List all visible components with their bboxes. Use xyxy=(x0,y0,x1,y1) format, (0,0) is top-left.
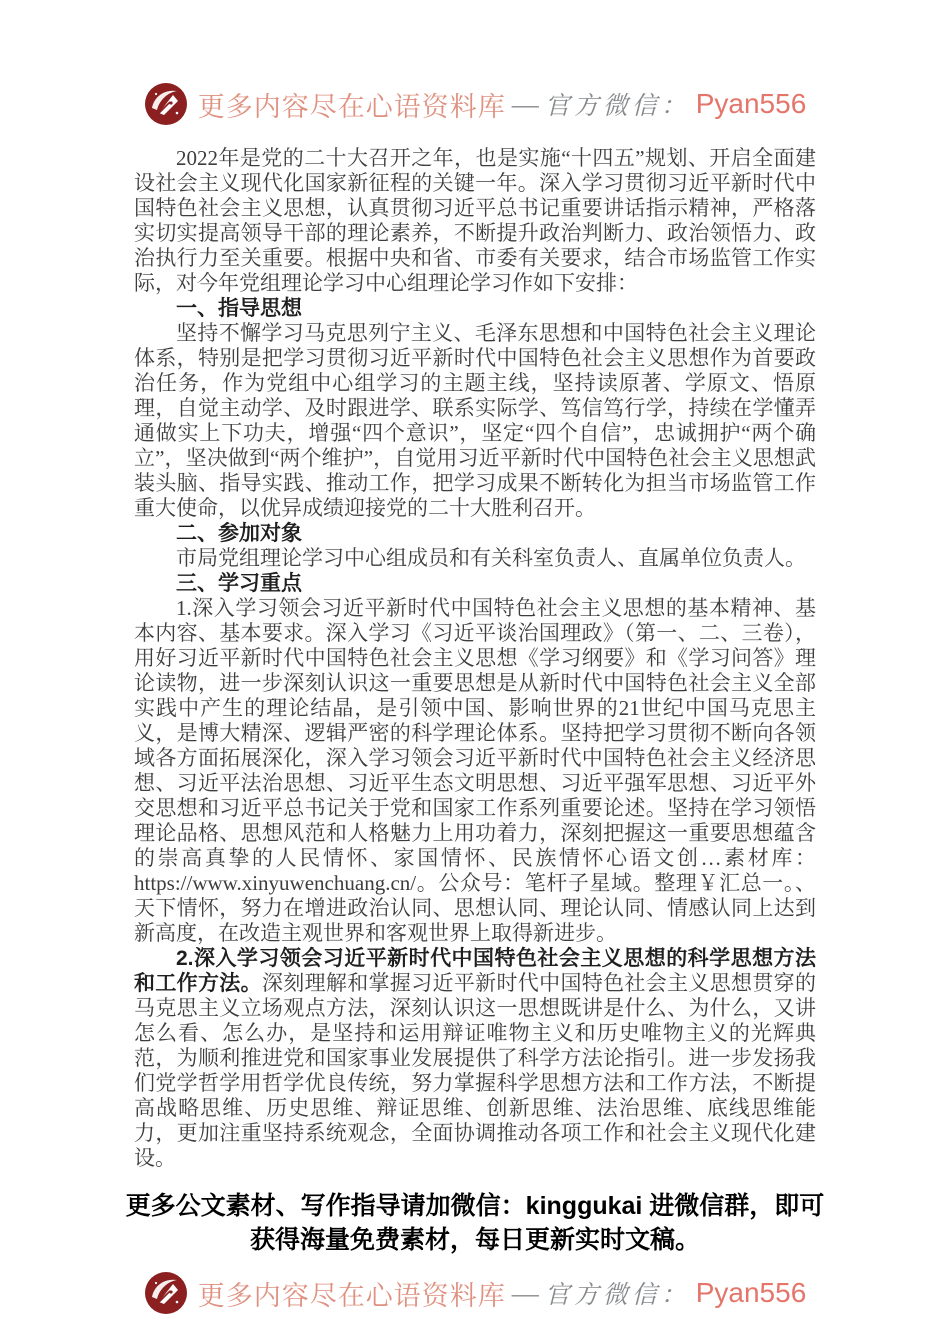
wechat-label: 官方微信： xyxy=(544,1280,690,1309)
intro-paragraph: 2022年是党的二十大召开之年，也是实施“十四五”规划、开启全面建设社会主义现代化国家新征程的关键一年。深入学习贯彻习近平新时代中国特色社会主义思想，认真贯彻习近平总书记重要讲话指示精神，严格落实切实提高领导干部的理论素养，不断提升政治判断力、政治领悟力、政治执行力至关重要。根据中央和省、市委有关要求，结合市场监管工作实际，对今年党组理论学习中心组理论学习作如下安排： xyxy=(134,146,816,295)
wechat-id: Pyan556 xyxy=(695,88,807,119)
section-3-item-2 xyxy=(134,946,816,1171)
pen-nib-badge-icon xyxy=(144,1271,188,1315)
wechat-label: 官方微信： xyxy=(544,91,690,120)
section-2-paragraph: 市局党组理论学习中心组成员和有关科室负责人、直属单位负责人。 xyxy=(176,546,806,570)
brand-text: 更多内容尽在心语资料库 xyxy=(197,1280,506,1311)
section-3-item-1: 1.深入学习领会习近平新时代中国特色社会主义思想的基本精神、基本内容、基本要求。深入学习《习近平谈治国理政》（第一、二、三卷），用好习近平新时代中国特色社会主义思想《学习纲要》和《学习问答》理论读物，进一步深刻认识这一重要思想是从新时代中国特色社会主义全部实践中产生的理论结晶，是引领中国、影响世界的21世纪中国马克思主义，是博大精深、逻辑严密的科学理论体系。坚持把学习贯彻不断向各领域各方面拓展深化，深入学习领会习近平新时代中国特色社会主义经济思想、习近平法治思想、习近平生态文明思想、习近平强军思想、习近平外交思想和习近平总书记关于党和国家工作系列重要论述。坚持在学习领悟理论品格、思想风范和人格魅力上用功着力，深刻把握这一重要思想蕴含的崇高真挚的人民情怀、家国情怀、民族情怀心语文创…素材库：https://www.xinyuwenchuang.cn/。公众号：笔杆子星域。整理￥汇总一。、天下情怀，努力在增进政治认同、思想认同、理论认同、情感认同上达到新高度，在改造主观世界和客观世界上取得新进步。 xyxy=(134,596,816,945)
wechat-id: Pyan556 xyxy=(695,1277,807,1308)
item-2-rest: 深刻理解和掌握习近平新时代中国特色社会主义思想贯穿的马克思主义立场观点方法，深刻认识这一思想既讲是什么、为什么，又讲怎么看、怎么办，是坚持和运用辩证唯物主义和历史唯物主义的光辉典范，为顺利推进党和国家事业发展提供了科学方法论指引。进一步发扬我们党学哲学用哲学优良传统，努力掌握科学思想方法和工作方法，不断提高战略思维、历史思维、辩证思维、创新思维、法治思维、底线思维能力，更加注重坚持系统观念，全面协调推动各项工作和社会主义现代化建设。 xyxy=(134,971,816,1170)
brand-text: 更多内容尽在心语资料库 xyxy=(197,91,506,122)
promo-banner xyxy=(115,1189,835,1257)
section-1-paragraph: 坚持不懈学习马克思列宁主义、毛泽东思想和中国特色社会主义理论体系，特别是把学习贯彻习近平新时代中国特色社会主义思想作为首要政治任务，作为党组中心组学习的主题主线，坚持读原著、学原文、悟原理，自觉主动学、及时跟进学、联系实际学、笃信笃行学，持续在学懂弄通做实上下功夫，增强“四个意识”，坚定“四个自信”，忠诚拥护“两个确立”，坚决做到“两个维护”，自觉用习近平新时代中国特色社会主义思想武装头脑、指导实践、推动工作，把学习成果不断转化为担当市场监管工作重大使命，以优异成绩迎接党的二十大胜利召开。 xyxy=(134,321,816,520)
footer-banner xyxy=(0,1271,950,1315)
pen-nib-badge-icon xyxy=(144,82,188,126)
banner-separator: — xyxy=(511,88,539,119)
section-heading-2: 二、参加对象 xyxy=(176,522,302,545)
section-heading-1: 一、指导思想 xyxy=(176,297,302,320)
document-body xyxy=(134,146,816,1171)
promo-text: 更多公文素材、写作指导请加微信：kinggukai 进微信群，即可获得海量免费素材，每日更新实时文稿。 xyxy=(125,1192,825,1254)
header-banner xyxy=(0,0,950,126)
item-2-bold-lead: 2.深入学习领会习近平新时代中国特色社会主义思想的科学思想方法和工作方法。 xyxy=(134,947,816,995)
section-heading-3: 三、学习重点 xyxy=(176,572,302,595)
banner-separator: — xyxy=(511,1277,539,1308)
